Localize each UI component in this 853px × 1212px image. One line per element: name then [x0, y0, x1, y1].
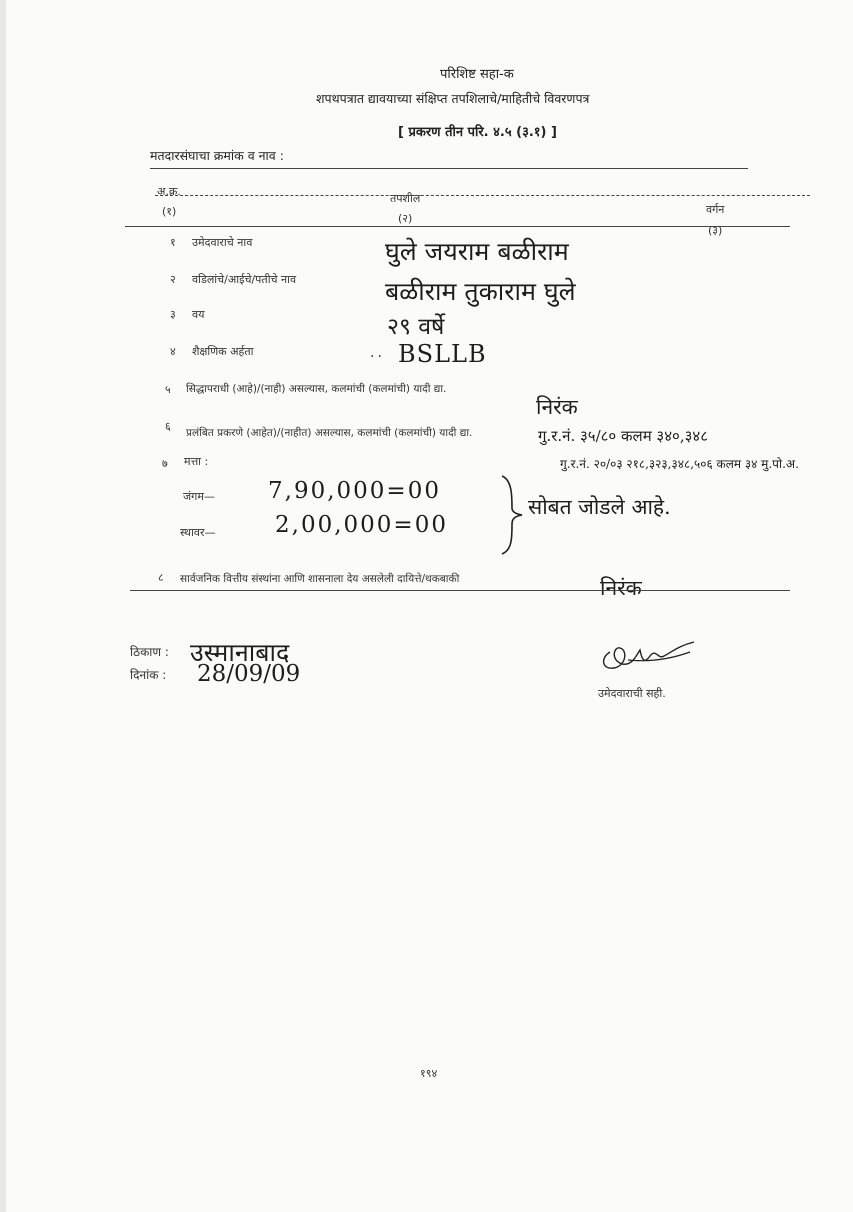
pending-cases-value-2: गु.र.नं. २०/०३ २१८,३२३,३४८,५०६ कलम ३४ मु.पो.अ. — [560, 457, 799, 471]
header-bottom-rule — [125, 226, 790, 227]
col1-number: (१) — [162, 205, 177, 218]
constituency-label: मतदारसंघाचा क्रमांक व नाव : — [150, 148, 284, 163]
appendix-heading: परिशिष्ट सहा-क — [440, 67, 514, 82]
movable-label: जंगम— — [183, 490, 215, 503]
row-number: ८ — [158, 571, 164, 584]
row-label: शैक्षणिक अर्हता — [192, 345, 254, 358]
assets-brace — [498, 472, 528, 558]
immovable-label: स्थावर— — [180, 526, 216, 539]
movable-value: 7,90,000=00 — [268, 478, 441, 504]
top-rule — [150, 168, 748, 169]
signature-label: उमेदवाराची सही. — [598, 687, 666, 700]
dots: .. — [370, 345, 385, 361]
qualification-value: BSLLB — [398, 340, 487, 368]
convictions-value: निरंक — [536, 395, 578, 419]
row-number: २ — [170, 273, 176, 286]
form-title: शपथपत्रात द्यावयाच्या संक्षिप्त तपशिलाचे/माहितीचे विवरणपत्र — [316, 91, 590, 106]
col1-header: अ.क्र. — [157, 185, 181, 198]
row-number: ४ — [170, 345, 176, 358]
row-number: ५ — [165, 383, 171, 396]
row-label: सिद्धापराधी (आहे)/(नाही) असल्यास, कलमांची (कलमांची) यादी द्या. — [186, 383, 447, 395]
date-value: 28/09/09 — [197, 661, 301, 687]
candidate-name-value: घुले जयराम बळीराम — [385, 237, 569, 266]
pending-cases-value: गु.र.नं. ३५/८० कलम ३४०,३४८ — [538, 427, 708, 445]
col3-number: (३) — [708, 224, 723, 237]
col3-header: वर्गन — [706, 203, 725, 216]
row-number: ३ — [170, 308, 176, 321]
row-label: उमेदवाराचे नाव — [192, 236, 253, 249]
date-label: दिनांक : — [130, 668, 167, 682]
scan-edge — [0, 0, 6, 1212]
col2-header: तपशील — [390, 192, 421, 205]
header-dash-rule — [155, 195, 810, 196]
place-label: ठिकाण : — [130, 645, 169, 659]
age-value: २९ वर्षे — [387, 314, 445, 340]
assets-note: सोबत जोडले आहे. — [528, 495, 671, 519]
dues-value: निरंक — [600, 576, 642, 600]
bottom-rule — [130, 590, 790, 591]
parent-name-value: बळीराम तुकाराम घुले — [385, 277, 576, 306]
row-number: ६ — [165, 420, 171, 433]
row-label: वय — [192, 308, 205, 321]
row-label: प्रलंबित प्रकरणे (आहेत)/(नाहीत) असल्यास, कलमांची (कलमांची) यादी द्या. — [186, 427, 473, 439]
col2-number: (२) — [398, 212, 413, 225]
row-label: वडिलांचे/आईचे/पतीचे नाव — [192, 273, 297, 286]
dues-label: सार्वजनिक वित्तीय संस्थांना आणि शासनाला देय असलेली दायित्ते/थकबाकी — [180, 573, 460, 585]
rule-reference: [ प्रकरण तीन परि. ४.५ (३.१) ] — [398, 125, 557, 140]
row-number: १ — [170, 236, 176, 249]
immovable-value: 2,00,000=00 — [275, 512, 448, 538]
place-value: उस्मानाबाद — [190, 638, 290, 667]
assets-label: मत्ता : — [184, 455, 209, 468]
row-number: ७ — [162, 457, 168, 470]
candidate-signature — [598, 630, 708, 684]
page-number: १९४ — [420, 1067, 438, 1080]
